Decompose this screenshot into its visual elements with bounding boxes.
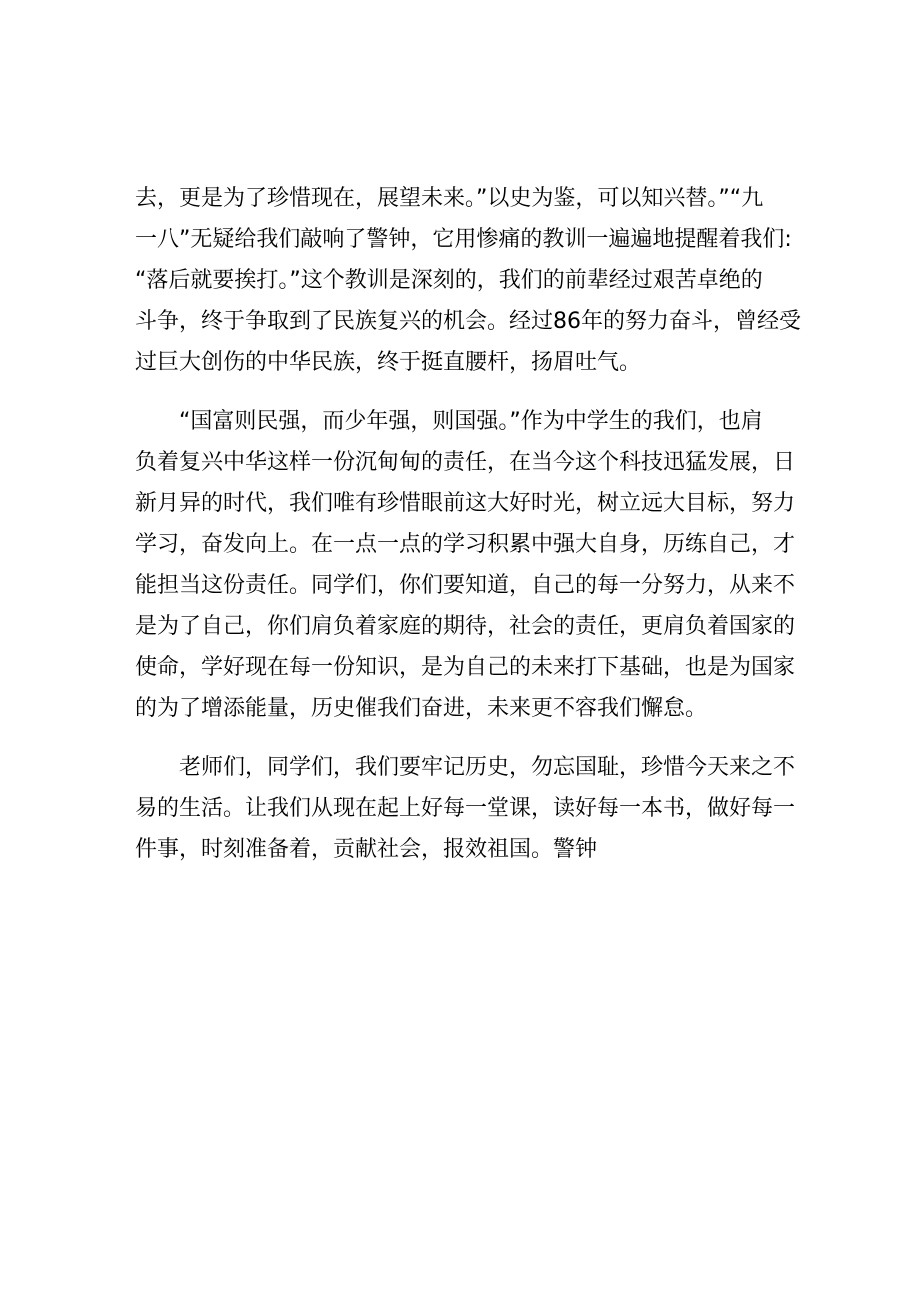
paragraph-2-line-2: 负着复兴中华这样一份沉甸甸的责任，在当今这个科技迅猛发展，日: [135, 450, 796, 475]
paragraph-1-line-3: “落后就要挨打。”这个教训是深刻的，我们的前辈经过艰苦卓绝的: [135, 268, 763, 293]
document-body: [135, 178, 800, 870]
paragraph-1-line-2: 一八”无疑给我们敲响了警钟，它用惨痛的教训一遍遍地提醒着我们:: [135, 227, 792, 252]
paragraph-1-line-5: 过巨大创伤的中华民族，终于挺直腰杆，扬眉吐气。: [135, 350, 642, 375]
paragraph-1: [135, 178, 800, 383]
paragraph-2-line-3: 新月异的时代，我们唯有珍惜眼前这大好时光，树立远大目标，努力: [135, 491, 796, 516]
paragraph-2-line-1: “国富则民强，而少年强，则国强。”作为中学生的我们，也肩: [179, 409, 763, 434]
paragraph-2-line-8: 的为了增添能量，历史催我们奋进，未来更不容我们懈怠。: [135, 696, 708, 721]
paragraph-3: [135, 747, 800, 870]
paragraph-2-line-7: 使命，学好现在每一份知识，是为自己的未来打下基础，也是为国家: [135, 655, 796, 680]
paragraph-3-line-2: 易的生活。让我们从现在起上好每一堂课，读好每一本书，做好每一: [135, 796, 796, 821]
paragraph-2: [135, 401, 800, 729]
paragraph-2-line-6: 是为了自己，你们肩负着家庭的期待，社会的责任，更肩负着国家的: [135, 614, 796, 639]
paragraph-2-line-5: 能担当这份责任。同学们，你们要知道，自己的每一分努力，从来不: [135, 573, 796, 598]
paragraph-2-line-4: 学习，奋发向上。在一点一点的学习积累中强大自身，历练自己，才: [135, 532, 796, 557]
paragraph-1-line-4: 斗争，终于争取到了民族复兴的机会。经过86年的努力奋斗，曾经受: [135, 309, 801, 334]
paragraph-3-line-1: 老师们，同学们，我们要牢记历史，勿忘国耻，珍惜今天来之不: [179, 755, 796, 780]
paragraph-1-line-1: 去，更是为了珍惜现在，展望未来。”以史为鉴，可以知兴替。”“九: [135, 186, 764, 211]
paragraph-3-line-3: 件事，时刻准备着，贡献社会，报效祖国。警钟: [135, 837, 598, 862]
